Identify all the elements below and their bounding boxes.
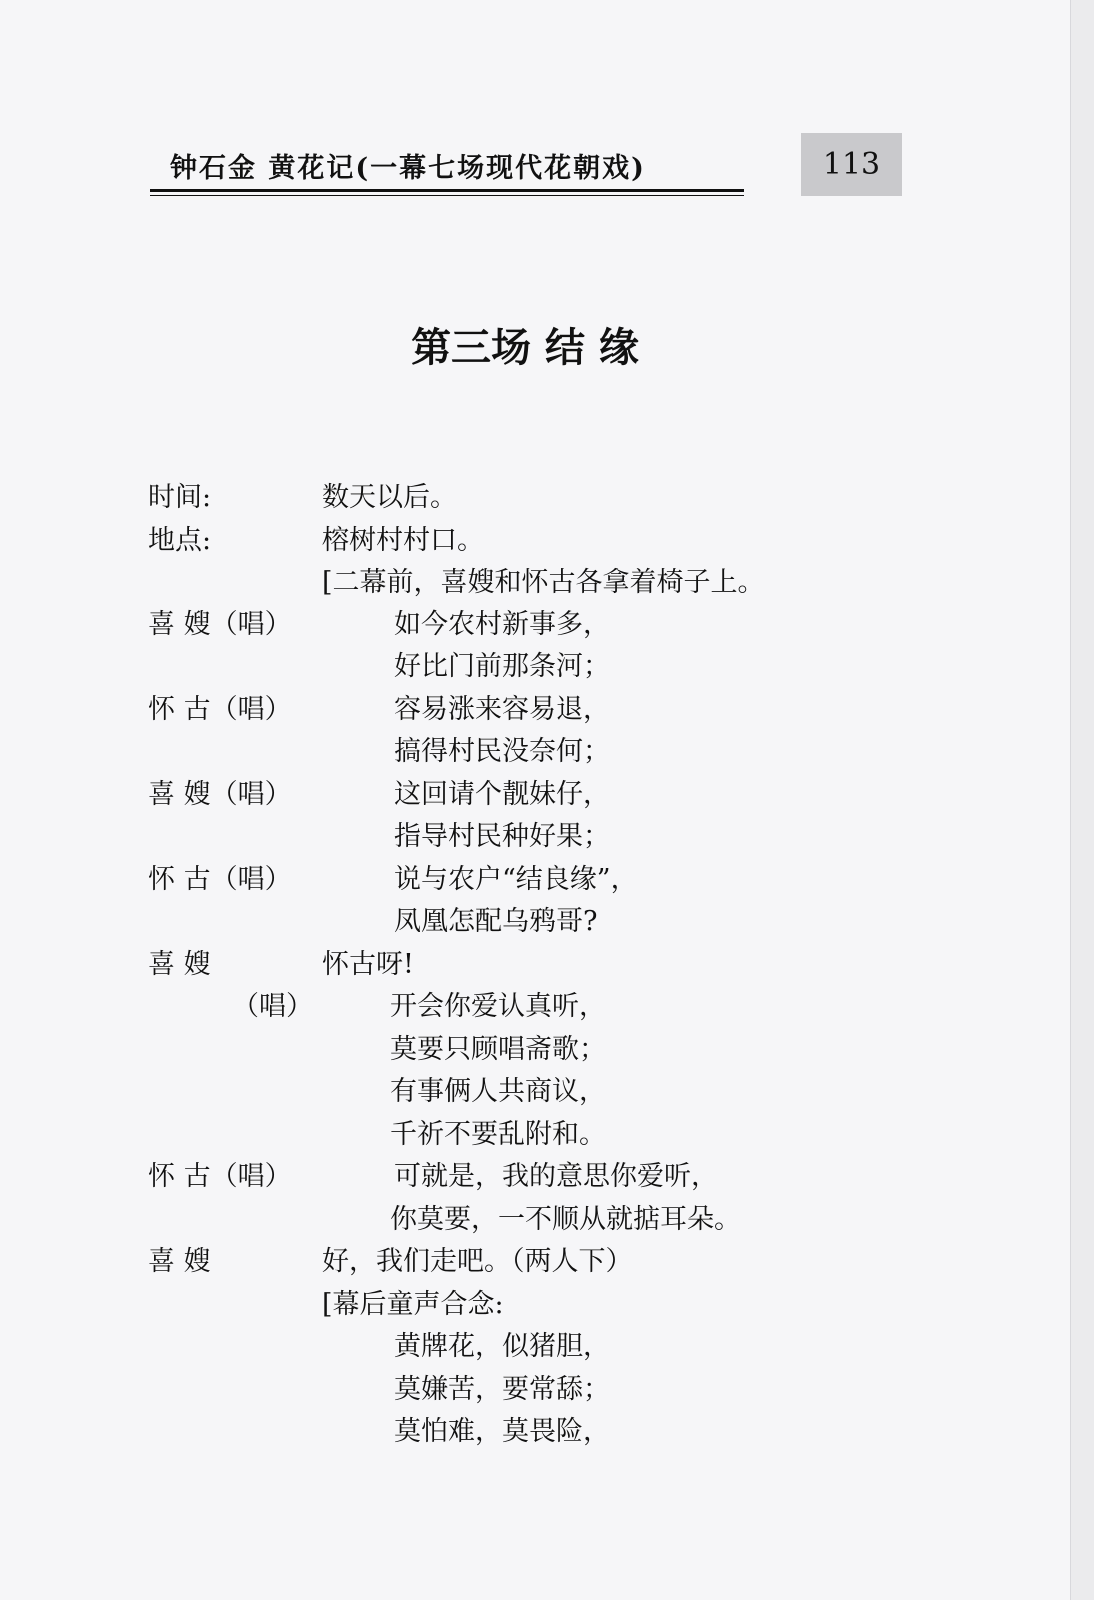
speaker-label: 喜 嫂（唱）	[148, 609, 292, 640]
speaker-label: 时间:	[148, 482, 212, 513]
line-text: 怀古呀!	[322, 949, 414, 980]
lyric-line: 千祈不要乱附和。	[390, 1119, 606, 1150]
chant-line: 黄牌花，似猪胆，	[394, 1331, 610, 1362]
speaker-label: 怀 古（唱）	[148, 864, 292, 895]
speaker-label: 喜 嫂	[148, 949, 211, 980]
page-number	[801, 133, 902, 196]
page-edge	[1070, 0, 1094, 1600]
line-text: 好，我们走吧。（两人下）	[322, 1246, 633, 1277]
speaker-label: 喜 嫂（唱）	[148, 779, 292, 810]
lyric-line: 可就是，我的意思你爱听，	[394, 1161, 718, 1192]
lyric-line: 开会你爱认真听，	[390, 991, 606, 1022]
speaker-label: 怀 古（唱）	[148, 694, 292, 725]
stage-direction: [幕后童声合念:	[322, 1289, 504, 1320]
speaker-label: 喜 嫂	[148, 1246, 211, 1277]
lyric-line: 指导村民种好果；	[394, 821, 610, 852]
lyric-line: 好比门前那条河；	[394, 651, 610, 682]
lyric-line: 说与农户“结良缘”，	[394, 864, 638, 895]
scene-title: 第三场 结 缘	[411, 324, 639, 371]
lyric-line: 凤凰怎配乌鸦哥?	[394, 906, 598, 937]
header-rule-thick	[150, 189, 744, 192]
stage-direction: [二幕前，喜嫂和怀古各拿着椅子上。	[322, 567, 765, 598]
lyric-line: 如今农村新事多，	[394, 609, 610, 640]
header-rule-thin	[150, 195, 744, 196]
lyric-line: 有事俩人共商议，	[390, 1076, 606, 1107]
lyric-line: 搞得村民没奈何；	[394, 736, 610, 767]
speaker-label: 怀 古（唱）	[148, 1161, 292, 1192]
running-title: 钟石金 黄花记(一幕七场现代花朝戏)	[170, 153, 646, 184]
page-number-text: 113	[822, 147, 881, 182]
speaker-label: （唱）	[232, 991, 313, 1022]
lyric-line: 你莫要，一不顺从就掂耳朵。	[390, 1204, 741, 1235]
line-text: 数天以后。	[322, 482, 457, 513]
lyric-line: 容易涨来容易退，	[394, 694, 610, 725]
speaker-label: 地点:	[148, 525, 212, 556]
lyric-line: 这回请个靓妹仔，	[394, 779, 610, 810]
lyric-line: 莫要只顾唱斋歌；	[390, 1034, 606, 1065]
line-text: 榕树村村口。	[322, 525, 484, 556]
chant-line: 莫嫌苦，要常舔；	[394, 1374, 610, 1405]
chant-line: 莫怕难，莫畏险，	[394, 1416, 610, 1447]
